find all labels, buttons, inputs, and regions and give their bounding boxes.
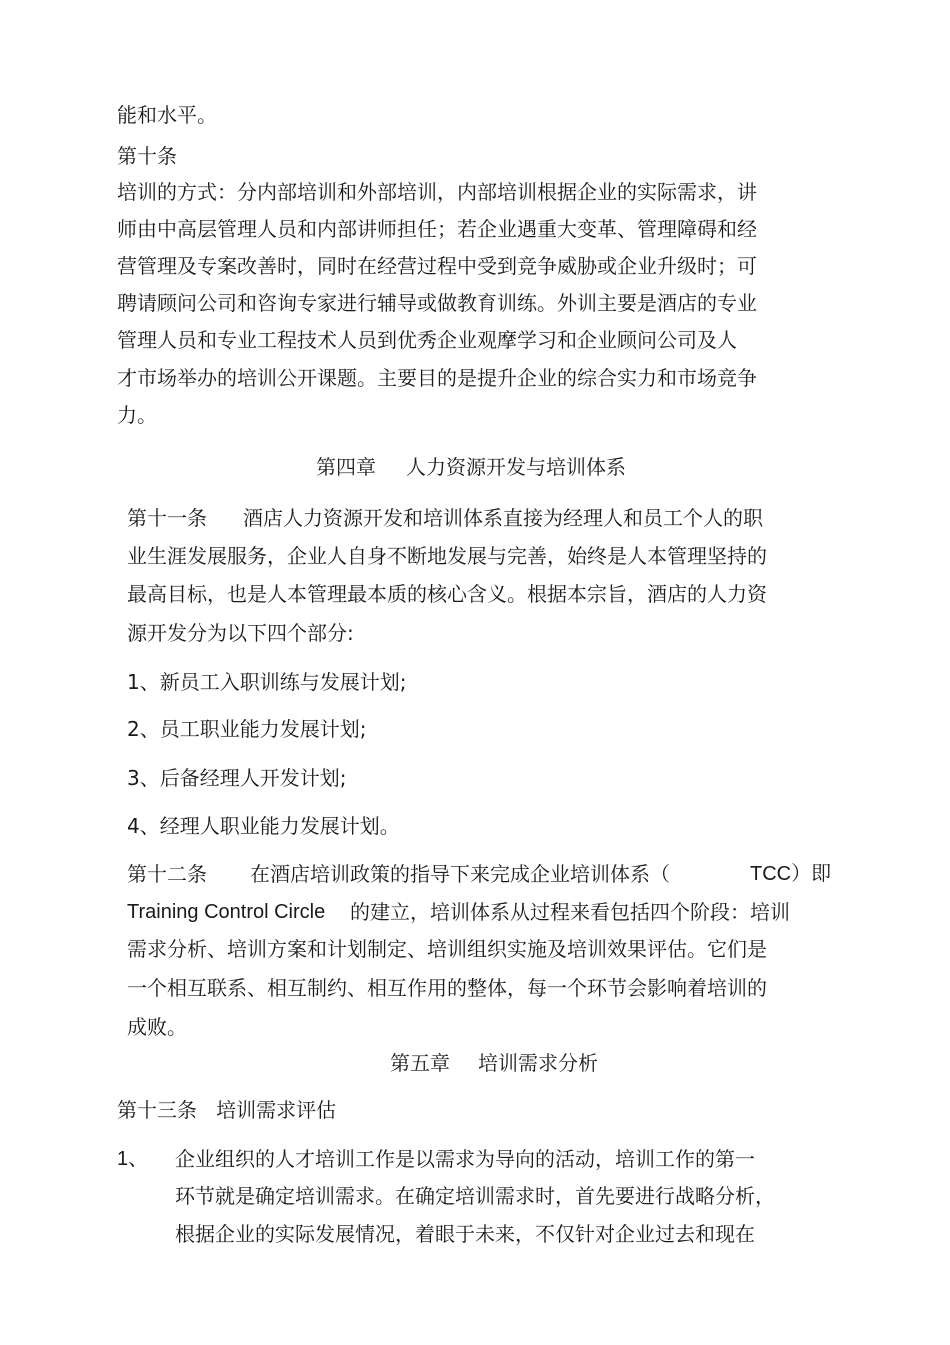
paragraph-line: Training Control Circle bbox=[127, 901, 326, 923]
paragraph-line: 成败。 bbox=[127, 1015, 187, 1039]
paragraph-line: 管理人员和专业工程技术人员到优秀企业观摩学习和企业顾问公司及人 bbox=[117, 328, 737, 352]
list-item: 3、后备经理人开发计划; bbox=[127, 766, 347, 790]
list-number: 1、 bbox=[117, 1148, 149, 1170]
paragraph-line: 企业组织的人才培训工作是以需求为导向的活动，培训工作的第一 bbox=[175, 1147, 755, 1171]
paragraph-line: TCC）即 bbox=[750, 863, 832, 885]
list-item: 4、经理人职业能力发展计划。 bbox=[127, 814, 400, 838]
paragraph-line: 能和水平。 bbox=[117, 103, 217, 127]
paragraph-line: 在酒店培训政策的指导下来完成企业培训体系（ bbox=[250, 862, 670, 886]
chapter-title: 人力资源开发与培训体系 bbox=[406, 455, 626, 479]
article-label: 第十二条 bbox=[127, 862, 207, 886]
paragraph-line: 需求分析、培训方案和计划制定、培训组织实施及培训效果评估。它们是 bbox=[127, 937, 767, 961]
chapter-number: 第四章 bbox=[316, 455, 376, 479]
paragraph-line: 一个相互联系、相互制约、相互作用的整体，每一个环节会影响着培训的 bbox=[127, 976, 767, 1000]
paragraph-line: 的建立，培训体系从过程来看包括四个阶段：培训 bbox=[350, 900, 790, 924]
chapter-number: 第五章 bbox=[390, 1051, 450, 1075]
paragraph-line: 营管理及专案改善时，同时在经营过程中受到竞争威胁或企业升级时；可 bbox=[117, 254, 757, 278]
paragraph-line: 培训的方式：分内部培训和外部培训，内部培训根据企业的实际需求，讲 bbox=[117, 180, 757, 204]
article-heading: 第十条 bbox=[117, 144, 177, 168]
paragraph-line: 师由中高层管理人员和内部讲师担任；若企业遇重大变革、管理障碍和经 bbox=[117, 217, 757, 241]
paragraph-line: 业生涯发展服务，企业人自身不断地发展与完善，始终是人本管理坚持的 bbox=[127, 544, 767, 568]
paragraph-line: 力。 bbox=[117, 403, 157, 427]
paragraph-line: 根据企业的实际发展情况，着眼于未来，不仅针对企业过去和现在 bbox=[175, 1222, 755, 1246]
paragraph-line: 聘请顾问公司和咨询专家进行辅导或做教育训练。外训主要是酒店的专业 bbox=[117, 291, 757, 315]
list-item: 1、新员工入职训练与发展计划; bbox=[127, 670, 407, 694]
list-item: 2、员工职业能力发展计划; bbox=[127, 717, 367, 741]
article-heading: 第十三条 培训需求评估 bbox=[117, 1098, 337, 1122]
paragraph-line: 源开发分为以下四个部分: bbox=[127, 621, 354, 645]
chapter-title: 培训需求分析 bbox=[478, 1051, 598, 1075]
paragraph-line: 酒店人力资源开发和培训体系直接为经理人和员工个人的职 bbox=[243, 506, 763, 530]
article-label: 第十一条 bbox=[127, 506, 207, 530]
paragraph-line: 才市场举办的培训公开课题。主要目的是提升企业的综合实力和市场竞争 bbox=[117, 366, 757, 390]
paragraph-line: 最高目标，也是人本管理最本质的核心含义。根据本宗旨，酒店的人力资 bbox=[127, 582, 767, 606]
paragraph-line: 环节就是确定培训需求。在确定培训需求时，首先要进行战略分析， bbox=[175, 1184, 775, 1208]
